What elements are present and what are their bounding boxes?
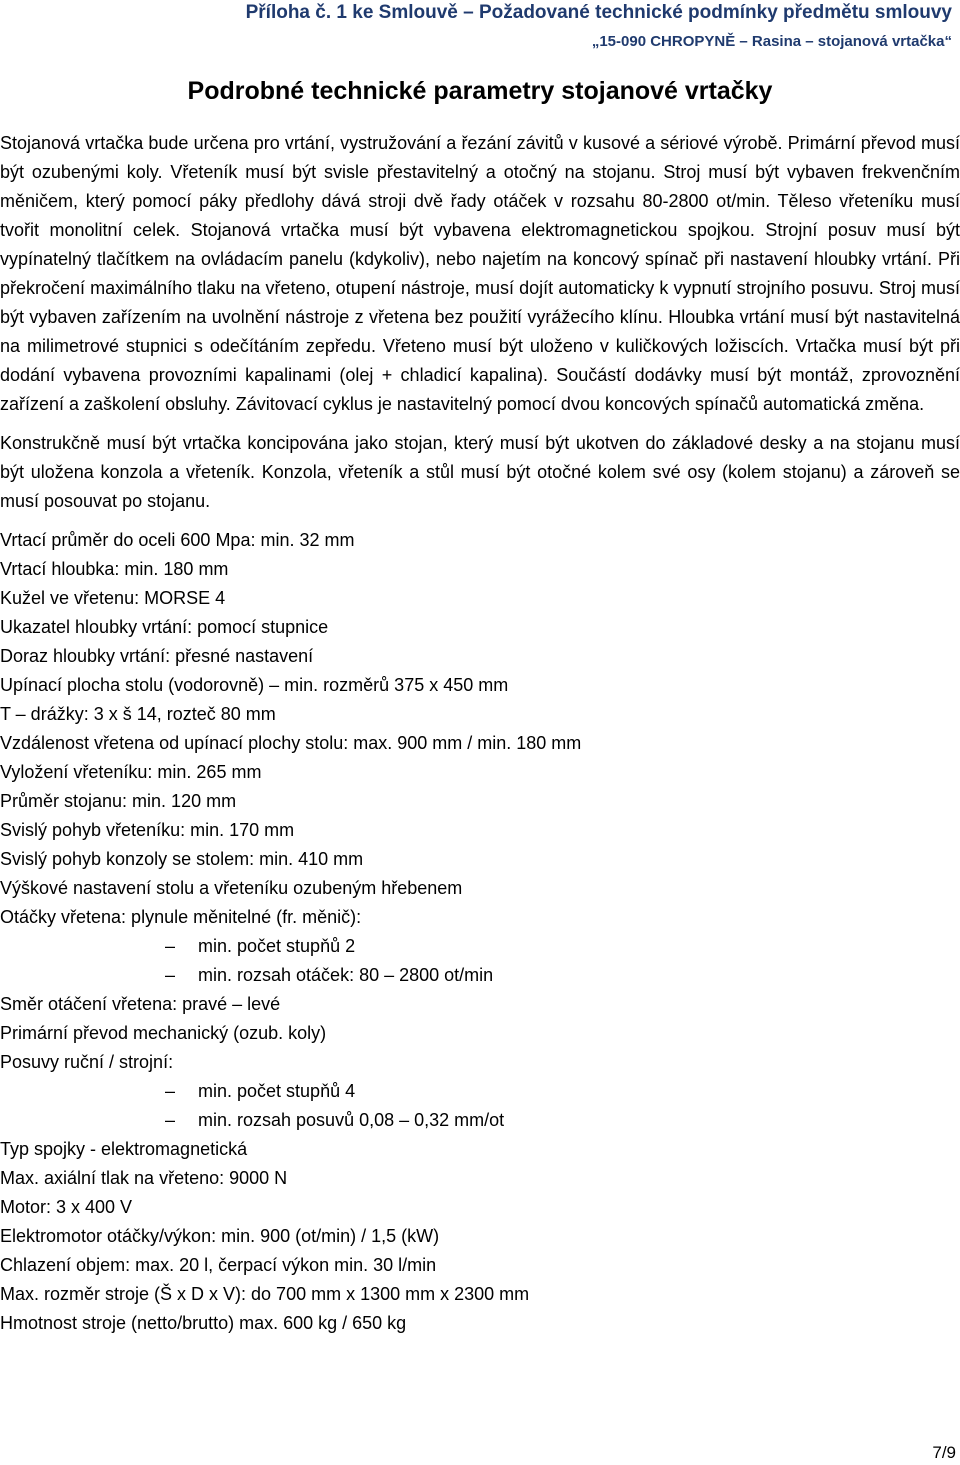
spec-item: Vrtací průměr do oceli 600 Mpa: min. 32 mm bbox=[0, 530, 355, 550]
intro-paragraph: Stojanová vrtačka bude určena pro vrtání, vystružování a řezání závitů v kusové a sériové výrobě. Primární převod musí být ozubenými koly. Vřeteník musí být svisle přestavitelný a otočný na stojanu. Stroj musí být vybaven frekvenčním měničem, který pomocí páky předlohy dává stroji dvě řady otáček v rozsahu 80-2800 ot/min. Těleso vřeteníku musí tvořit monolitní celek. Stojanová vrtačka musí být vybavena elektromagnetickou spojkou. Strojní posuv musí být vypínatelný tlačítkem na ovládacím panelu (kdykoliv), nebo najetím na koncový spínač při nastavení hloubky vrtání. Při překročení maximálního tlaku na vřeteno, otupení nástroje, musí dojít automaticky k vypnutí strojního posuvu. Stroj musí být vybaven zařízením na uvolnění nástroje z vřetena bez použití vyrážecího klínu. Hloubka vrtání musí být nastavitelná na milimetrové stupnici s odečítáním zepředu. Vřeteno musí být uloženo v kuličkových ložiscích. Vrtačka musí být při dodání vybavena provozními kapalinami (olej + chladicí kapalina). Součástí dodávky musí být montáž, zprovoznění zařízení a zaškolení obsluhy. Závitovací cyklus je nastavitelný pomocí dvou koncových spínačů automatická změna. bbox=[0, 133, 960, 414]
spec-item: Typ spojky - elektromagnetická bbox=[0, 1139, 248, 1159]
header-project-name: „15-090 CHROPYNĚ – Rasina – stojanová vrtačka“ bbox=[591, 33, 952, 50]
spec-item: Vyložení vřeteníku: min. 265 mm bbox=[0, 762, 262, 782]
spec-item: Výškové nastavení stolu a vřeteníku ozubeným hřebenem bbox=[0, 878, 463, 898]
spec-item: Svislý pohyb vřeteníku: min. 170 mm bbox=[0, 820, 295, 840]
spec-item: Vzdálenost vřetena od upínací plochy stolu: max. 900 mm / min. 180 mm bbox=[0, 733, 582, 753]
construction-paragraph: Konstrukčně musí být vrtačka koncipována jako stojan, který musí být ukotven do základové desky a na stojanu musí být uložena konzola a vřeteník. Konzola, vřeteník a stůl musí být otočné kolem své osy (kolem stojanu) a zároveň se musí posouvat po stojanu. bbox=[0, 433, 960, 511]
spec-item: Max. axiální tlak na vřeteno: 9000 N bbox=[0, 1168, 288, 1188]
spec-subitem-text: min. počet stupňů 2 bbox=[198, 936, 356, 956]
spec-item: Hmotnost stroje (netto/brutto) max. 600 kg / 650 kg bbox=[0, 1313, 407, 1333]
spec-subitem bbox=[0, 961, 960, 990]
spec-item: Doraz hloubky vrtání: přesné nastavení bbox=[0, 646, 314, 666]
spec-list bbox=[0, 526, 960, 1338]
spec-item: Průměr stojanu: min. 120 mm bbox=[0, 791, 237, 811]
spec-item: Směr otáčení vřetena: pravé – levé bbox=[0, 994, 281, 1014]
spec-item: Primární převod mechanický (ozub. koly) bbox=[0, 1023, 327, 1043]
spec-item: Otáčky vřetena: plynule měnitelné (fr. měnič): bbox=[0, 907, 362, 927]
dash-bullet: – bbox=[165, 1110, 176, 1130]
spec-subitem-text: min. rozsah otáček: 80 – 2800 ot/min bbox=[198, 965, 494, 985]
spec-subitem bbox=[0, 932, 960, 961]
spec-item: Svislý pohyb konzoly se stolem: min. 410 mm bbox=[0, 849, 364, 869]
spec-item: Upínací plocha stolu (vodorovně) – min. rozměrů 375 x 450 mm bbox=[0, 675, 509, 695]
spec-subitem bbox=[0, 1106, 960, 1135]
spec-item: Motor: 3 x 400 V bbox=[0, 1197, 133, 1217]
spec-item: Kužel ve vřetenu: MORSE 4 bbox=[0, 588, 226, 608]
spec-item: Max. rozměr stroje (Š x D x V): do 700 mm x 1300 mm x 2300 mm bbox=[0, 1284, 530, 1304]
dash-bullet: – bbox=[165, 965, 176, 985]
page-number: 7/9 bbox=[932, 1443, 956, 1462]
spec-item: Vrtací hloubka: min. 180 mm bbox=[0, 559, 229, 579]
spec-subitem-text: min. rozsah posuvů 0,08 – 0,32 mm/ot bbox=[198, 1110, 505, 1130]
document-body bbox=[0, 129, 960, 1338]
dash-bullet: – bbox=[165, 936, 176, 956]
header-annex-title: Příloha č. 1 ke Smlouvě – Požadované technické podmínky předmětu smlouvy bbox=[245, 2, 952, 23]
spec-subitem bbox=[0, 1077, 960, 1106]
page-title: Podrobné technické parametry stojanové vrtačky bbox=[187, 77, 773, 105]
dash-bullet: – bbox=[165, 1081, 176, 1101]
document-header bbox=[246, 0, 952, 53]
spec-item: Ukazatel hloubky vrtání: pomocí stupnice bbox=[0, 617, 329, 637]
spec-item: Chlazení objem: max. 20 l, čerpací výkon min. 30 l/min bbox=[0, 1255, 437, 1275]
spec-item: Posuvy ruční / strojní: bbox=[0, 1052, 174, 1072]
spec-item: T – drážky: 3 x š 14, rozteč 80 mm bbox=[0, 704, 276, 724]
spec-subitem-text: min. počet stupňů 4 bbox=[198, 1081, 356, 1101]
spec-item: Elektromotor otáčky/výkon: min. 900 (ot/min) / 1,5 (kW) bbox=[0, 1226, 440, 1246]
